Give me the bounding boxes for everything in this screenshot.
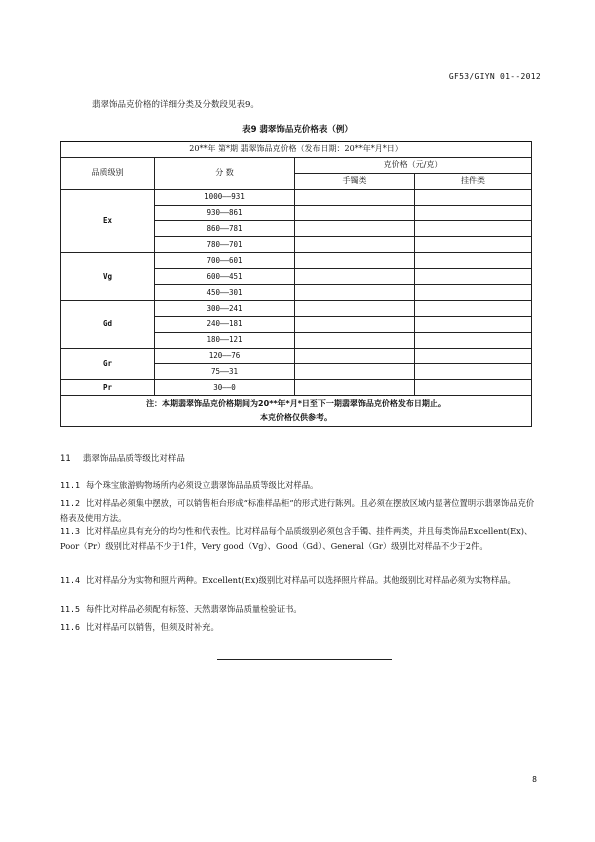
score-column-header: 分 数 [155,157,295,189]
bracelet-price-cell [295,364,415,380]
grade-cell: Gd [61,300,155,348]
score-range-cell: 300——241 [155,300,295,316]
pendant-price-cell [415,316,532,332]
clause-paragraph [60,478,538,493]
bracelet-price-cell [295,332,415,348]
bracelet-price-cell [295,285,415,301]
section-title: 翡翠饰品品质等级比对样品 [82,454,185,464]
table-note-line: 本克价格仅供参考。 [260,413,332,423]
grade-cell: Ex [61,189,155,253]
pendant-price-cell [415,237,532,253]
clause-number: 11.4 [60,575,80,585]
table-note-line: 注：本期翡翠饰品克价格期间为20**年*月*日至下一期翡翠饰品克价格发布日期止。 [146,398,446,408]
document-code: GF53/GIYN 01--2012 [448,72,541,81]
clause-number: 11.1 [60,480,80,490]
grade-column-header: 品质级别 [61,157,155,189]
end-rule [217,659,392,660]
bracelet-price-cell [295,269,415,285]
bracelet-price-cell [295,300,415,316]
section-number: 11 [60,454,71,464]
grade-cell: Gr [61,348,155,380]
pendant-price-cell [415,285,532,301]
bracelet-price-cell [295,348,415,364]
bracelet-column-header: 手镯类 [295,173,415,189]
pendant-price-cell [415,189,532,205]
score-range-cell: 30——0 [155,380,295,396]
table-caption: 表9 翡翠饰品克价格表（例） [242,125,353,135]
bracelet-price-cell [295,316,415,332]
bracelet-price-cell [295,221,415,237]
grade-cell: Vg [61,253,155,301]
table-note-row [61,396,532,427]
table-row [61,189,532,205]
grade-cell: Pr [61,380,155,396]
score-range-cell: 240——181 [155,316,295,332]
bracelet-price-cell [295,205,415,221]
pendant-price-cell [415,380,532,396]
score-range-cell: 120——76 [155,348,295,364]
pendant-price-cell [415,332,532,348]
clause-paragraph [60,496,538,525]
bracelet-price-cell [295,189,415,205]
score-range-cell: 700——601 [155,253,295,269]
table-note-cell [61,396,532,427]
clause-number: 11.6 [60,622,80,632]
clause-paragraph [60,573,538,588]
page-number: 8 [532,775,537,784]
pendant-price-cell [415,205,532,221]
pendant-price-cell [415,221,532,237]
price-table [60,141,532,427]
table-row [61,253,532,269]
intro-paragraph: 翡翠饰品克价格的详细分类及分数段见表9。 [92,100,259,110]
pendant-price-cell [415,364,532,380]
pendant-price-cell [415,300,532,316]
clause-paragraph [60,524,538,553]
clause-number: 11.3 [60,526,80,536]
clause-text: 每个珠宝旅游购物场所内必须设立翡翠饰品品质等级比对样品。 [85,480,319,490]
table-row [61,348,532,364]
price-column-header: 克价格（元/克） [295,157,532,173]
pendant-price-cell [415,348,532,364]
score-range-cell: 930——861 [155,205,295,221]
table-row [61,380,532,396]
score-range-cell: 1000——931 [155,189,295,205]
section-heading [60,452,185,464]
clause-paragraph [60,620,538,635]
clause-text: 每件比对样品必须配有标签、天然翡翠饰品质量检验证书。 [85,604,302,614]
clause-paragraph [60,602,538,617]
pendant-column-header: 挂件类 [415,173,532,189]
clause-number: 11.2 [60,498,80,508]
score-range-cell: 75——31 [155,364,295,380]
period-header-cell: 20**年 第*期 翡翠饰品克价格（发布日期：20**年*月*日） [61,142,532,158]
score-range-cell: 450——301 [155,285,295,301]
bracelet-price-cell [295,380,415,396]
score-range-cell: 600——451 [155,269,295,285]
bracelet-price-cell [295,253,415,269]
clause-text: 比对样品应具有充分的均匀性和代表性。比对样品每个品质级别必须包含手镯、挂件两类，并且每类饰品Excellent(Ex)、Poor（Pr）级别比对样品不少于1件，Very good（Vg）、Good（Gd）、General（Gr）级别比对样品不少于2件。 [60,526,533,551]
pendant-price-cell [415,253,532,269]
clause-text: 比对样品必须集中摆放，可以销售柜台形成“标准样品柜”的形式进行陈列。且必须在摆放区域内显著位置明示翡翠饰品克价格表及使用方法。 [60,498,535,523]
clause-number: 11.5 [60,604,80,614]
score-range-cell: 780——701 [155,237,295,253]
pendant-price-cell [415,269,532,285]
clause-text: 比对样品分为实物和照片两种。Excellent(Ex)级别比对样品可以选择照片样品。其他级别比对样品必须为实物样品。 [85,575,516,585]
clause-text: 比对样品可以销售，但须及时补充。 [85,622,219,632]
score-range-cell: 860——781 [155,221,295,237]
bracelet-price-cell [295,237,415,253]
score-range-cell: 180——121 [155,332,295,348]
table-row [61,300,532,316]
